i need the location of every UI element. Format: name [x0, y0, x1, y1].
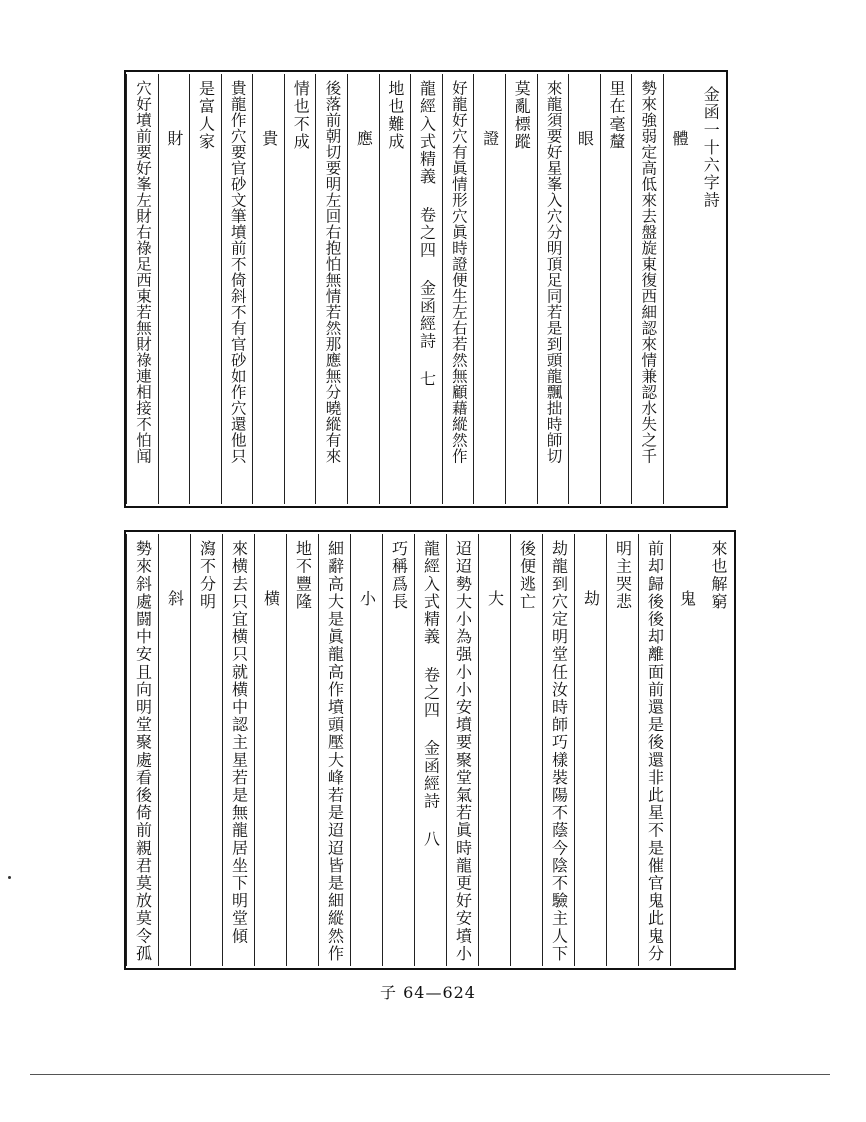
top-page-column-text: 是富人家	[196, 80, 216, 151]
bottom-page-column-text: 迢迢勢大小為强小小安墳要聚堂氣若眞時龍更好安墳小	[453, 540, 473, 963]
bottom-page-column-text: 後便逃亡	[517, 540, 537, 611]
bottom-page-column	[254, 534, 286, 966]
scan-speck	[8, 876, 11, 879]
bottom-page-column-text: 勢來斜處闘中安且向明堂聚處看後倚前親君莫放莫令孤	[133, 540, 153, 963]
top-page-column-text: 來龍須要好星峯入穴分明頂足同若是到頭龍飄拙時師切	[544, 80, 563, 464]
bottom-page-column-text: 巧稱爲長	[389, 540, 409, 611]
top-page-column	[126, 74, 158, 504]
page-number-label: 子 64—624	[380, 983, 476, 1002]
top-page-column-text: 好龍好穴有眞情形穴眞時證便生左右若然無顧藉縱然作	[449, 80, 468, 464]
top-page-column-text: 地也難成	[385, 80, 405, 151]
bottom-page-column	[510, 534, 542, 966]
bottom-page-column	[574, 534, 606, 966]
bottom-page-column-text: 劫	[581, 590, 601, 608]
top-page-column-text: 里在毫釐	[606, 80, 626, 151]
top-page-column-text: 情也不成	[291, 80, 311, 151]
bottom-page-column-text: 斜	[165, 590, 185, 608]
top-page-column	[505, 74, 537, 504]
bottom-page-frame	[124, 530, 736, 970]
top-page-column	[284, 74, 316, 504]
bottom-page-column	[478, 534, 510, 966]
top-page-column-text: 穴好墳前要好峯左財右祿足西東若無財祿連相接不怕闻	[134, 80, 153, 464]
top-page-column-text: 莫亂標蹤	[512, 80, 532, 151]
top-page-column	[189, 74, 221, 504]
top-page-column-text: 金函一十六字詩	[701, 86, 721, 210]
top-page-column-text: 貴	[259, 130, 279, 148]
bottom-page-column-text: 細辭高大是眞龍高作墳頭壓大峰若是迢迢皆是細縱然作	[325, 540, 345, 963]
top-page-column-text: 後落前朝切要明左回右抱怕無情若然那應無分曉縱有來	[323, 80, 342, 464]
bottom-page-column	[158, 534, 190, 966]
top-page-column-text: 勢來強弱定高低來去盤旋東復西細認來情兼認水失之千	[639, 80, 658, 464]
bottom-page-column	[350, 534, 382, 966]
bottom-page-column	[702, 534, 734, 966]
top-page-column-text: 貴龍作穴要官砂文筆墳前不倚斜不有官砂如作穴還他只	[228, 80, 247, 464]
bottom-page-column-text: 横	[261, 590, 281, 608]
bottom-page-column	[222, 534, 254, 966]
top-page-column-text: 應	[354, 130, 374, 148]
bottom-page-column-text: 地不豐隆	[293, 540, 313, 611]
top-page-column	[694, 74, 726, 504]
bottom-page-column-text: 明主哭悲	[613, 540, 633, 611]
bottom-page-column-text: 大	[485, 590, 505, 608]
top-page-column	[631, 74, 663, 504]
top-page-column	[347, 74, 379, 504]
bottom-page-column	[286, 534, 318, 966]
top-page-column	[315, 74, 347, 504]
bottom-page-column	[190, 534, 222, 966]
bottom-page-column-text: 劫龍到穴定明堂任汝時師巧樣裝陽不蔭今陰不驗主人下	[549, 540, 569, 963]
top-page-column-text: 眼	[575, 130, 595, 148]
bottom-page-column	[382, 534, 414, 966]
bottom-rule	[30, 1074, 830, 1075]
bottom-page-column-text: 來也解窮	[709, 540, 728, 611]
bottom-page-column	[126, 534, 158, 966]
top-page-column	[568, 74, 600, 504]
top-page-column	[600, 74, 632, 504]
bottom-page-column-text: 來横去只宜横只就横中認主星若是無龍居坐下明堂傾	[229, 540, 249, 945]
top-page-column	[158, 74, 190, 504]
top-page-column	[442, 74, 474, 504]
bottom-page-column	[446, 534, 478, 966]
top-page-column	[473, 74, 505, 504]
top-page-column	[537, 74, 569, 504]
top-page-column-text: 龍經入式精義 卷之四 金函經詩 七	[417, 80, 437, 389]
top-page-column	[221, 74, 253, 504]
top-page-column	[379, 74, 411, 504]
top-page-column-text: 體	[670, 130, 690, 148]
bottom-page-column-text: 鬼	[677, 590, 697, 608]
bottom-page-column	[638, 534, 670, 966]
top-page-column	[252, 74, 284, 504]
bottom-page-column-text: 瀉不分明	[197, 540, 217, 611]
top-page-column	[410, 74, 442, 504]
bottom-page-column	[318, 534, 350, 966]
bottom-page-column-text: 前却歸後後却離面前還是後還非此星不是催官鬼此鬼分	[645, 540, 665, 963]
bottom-page-column-text: 小	[357, 590, 377, 608]
top-page-column-text: 財	[164, 130, 184, 148]
top-page-frame	[124, 70, 728, 508]
bottom-page-column	[606, 534, 638, 966]
bottom-page-column	[414, 534, 446, 966]
top-page-column-text: 證	[480, 130, 500, 148]
top-page-column	[663, 74, 695, 504]
bottom-page-column-text: 龍經入式精義 卷之四 金函經詩 八	[421, 540, 441, 849]
bottom-page-column	[542, 534, 574, 966]
bottom-page-column	[670, 534, 702, 966]
